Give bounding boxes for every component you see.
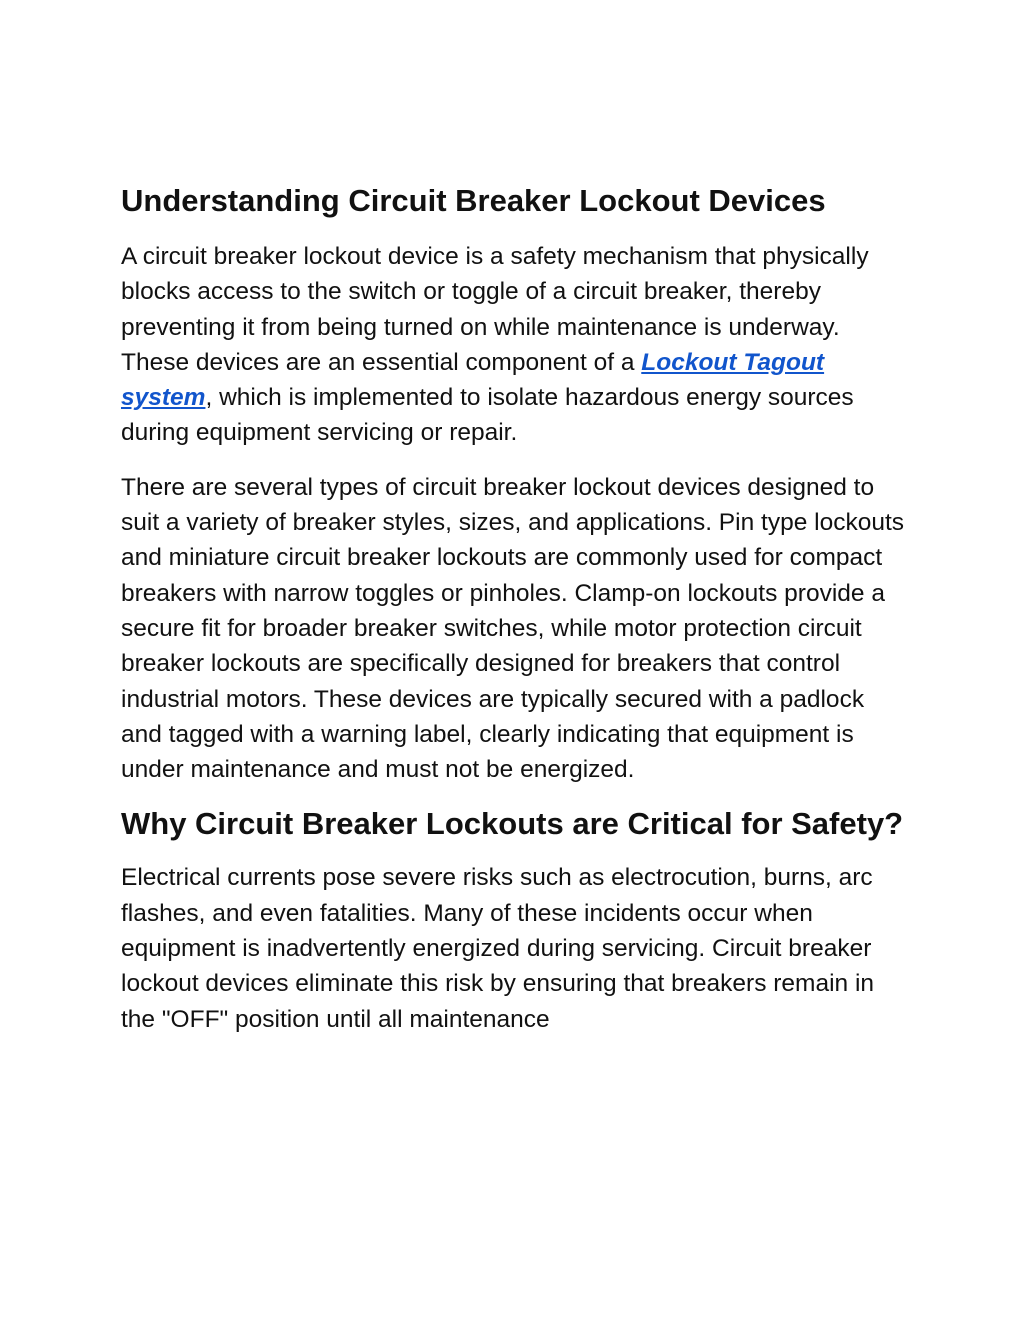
section-heading-why-critical: Why Circuit Breaker Lockouts are Critical for Safety? xyxy=(121,806,904,842)
intro-text-before-link: A circuit breaker lockout device is a safety mechanism that physically blocks access to the switch or toggle of a circuit breaker, thereby preventing it from being turned on while maintenance is underway. These devices are an essential component of a xyxy=(121,243,869,376)
types-paragraph: There are several types of circuit breaker lockout devices designed to suit a variety of breaker styles, sizes, and applications. Pin type lockouts and miniature circuit breaker lockouts are commonly used for compact breakers with narrow toggles or pinholes. Clamp-on lockouts provide a secure fit for broader breaker switches, while motor protection circuit breaker lockouts are specifically designed for breakers that control industrial motors. These devices are typically secured with a padlock and tagged with a warning label, clearly indicating that equipment is under maintenance and must not be energized. xyxy=(121,473,905,784)
lockout-tagout-link[interactable]: Lockout Tagout system xyxy=(121,348,825,412)
risks-paragraph: Electrical currents pose severe risks such as electrocution, burns, arc flashes, and even fatalities. Many of these incidents occur when equipment is inadvertently energized during servicing. Circuit breaker lockout devices eliminate this risk by ensuring that breakers remain in the "OFF" position until all maintenance xyxy=(121,864,875,1033)
intro-paragraph xyxy=(121,239,911,451)
intro-text-after-link: , which is implemented to isolate hazardous energy sources during equipment servicing or repair. xyxy=(121,384,854,447)
document-page xyxy=(121,178,911,1037)
section-heading-understanding: Understanding Circuit Breaker Lockout Devices xyxy=(121,183,826,218)
